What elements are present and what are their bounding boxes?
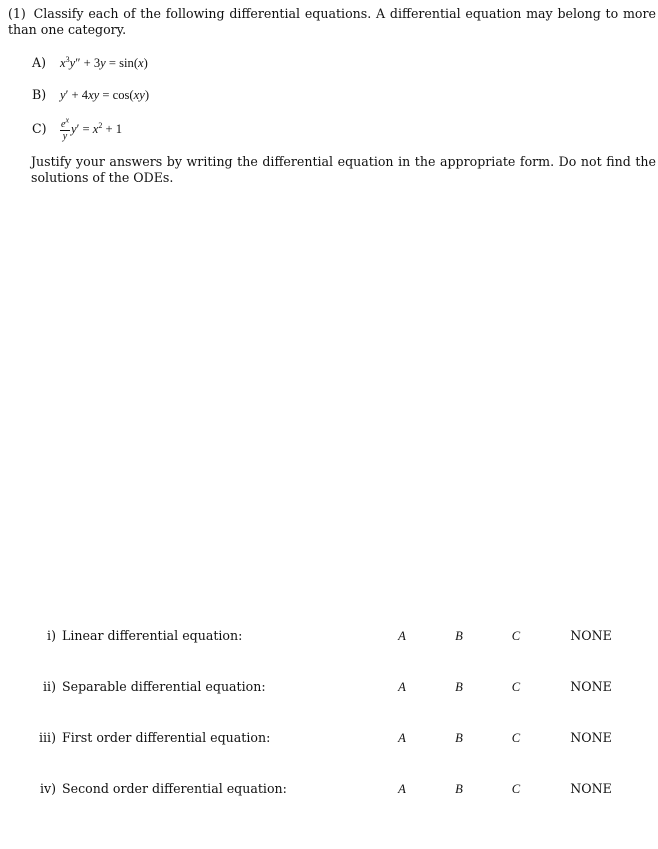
option-a[interactable]: A — [398, 731, 406, 745]
question-number: iv) — [39, 781, 56, 796]
instructions: Justify your answers by writing the differential equation in the appropriate form. Do not find the solutions of the ODEs. — [31, 154, 656, 185]
question-text: First order differential equation: — [62, 730, 271, 745]
option-none[interactable]: NONE — [570, 730, 612, 745]
option-b[interactable]: B — [455, 782, 463, 796]
question-text: Separable differential equation: — [62, 679, 266, 694]
option-c[interactable]: C — [511, 680, 521, 694]
option-a[interactable]: A — [398, 680, 406, 694]
equation-b — [32, 87, 149, 103]
question-number: iii) — [39, 730, 56, 745]
option-a[interactable]: A — [398, 782, 406, 796]
question-text: Second order differential equation: — [62, 781, 287, 796]
option-b[interactable]: B — [455, 680, 463, 694]
option-b[interactable]: B — [455, 629, 463, 643]
problem-statement — [8, 6, 656, 38]
option-a[interactable]: A — [398, 629, 406, 643]
question-row-second-order — [0, 780, 658, 798]
equation-c — [32, 115, 122, 143]
equation-a-label: A) — [32, 55, 47, 70]
equation-a — [32, 55, 148, 71]
option-none[interactable]: NONE — [570, 628, 612, 643]
equation-b-math: y′ + 4xy = cos(xy) — [60, 88, 150, 102]
question-row-separable — [0, 678, 658, 696]
option-none[interactable]: NONE — [570, 781, 612, 796]
option-c[interactable]: C — [511, 731, 521, 745]
option-b[interactable]: B — [455, 731, 463, 745]
problem-number: (1) — [8, 6, 26, 21]
problem-prompt: Classify each of the following differential equations. A differential equation may belong to more than one category. — [8, 6, 656, 37]
equation-c-math: $\frac{e^x}{y}$ $y' = x^2 + 1$ — [61, 115, 123, 142]
question-row-first-order — [0, 729, 658, 747]
equation-a-math: $x^3y'' + 3y = \sin(x)$ — [60, 54, 148, 70]
question-number: ii) — [43, 679, 56, 694]
question-number: i) — [47, 628, 56, 643]
question-text: Linear differential equation: — [62, 628, 243, 643]
equation-b-label: B) — [32, 87, 47, 102]
option-c[interactable]: C — [511, 782, 521, 796]
option-none[interactable]: NONE — [570, 679, 612, 694]
question-row-linear — [0, 627, 658, 645]
option-c[interactable]: C — [511, 629, 521, 643]
fraction-ex-over-y: $\frac{e^x}{y}$ — [61, 115, 70, 142]
equation-c-label: C) — [32, 121, 47, 136]
